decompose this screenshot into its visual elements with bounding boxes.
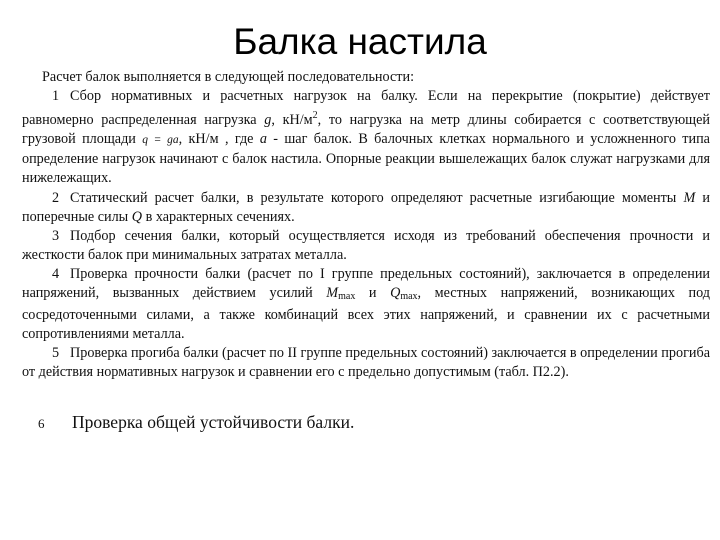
step-6-text: Проверка общей устойчивости балки. [72,412,355,432]
step-5-paragraph: 5 Проверка прогиба балки (расчет по II группе предельных состояний) заключается в определении прогиба от действия нормативных нагрузок и сравнении его с предельно допустимым (табл. П2.2). [22,345,710,381]
step-number: 2 [52,189,60,206]
slide-title: Балка настила [233,21,487,62]
subscript-max: max [338,291,356,303]
variable-Q: Q [131,208,143,225]
step-number: 4 [52,265,60,282]
variable-a: a [259,131,267,148]
variable-g: g [264,112,272,129]
step-4-paragraph: 4 Проверка прочности балки (расчет по I группе предельных состояний), заключается в определении напряжений, вызванных действием усилий $M_{max}$ и $Q_{max}$, местных напряжений, возникающих под сосредоточенными силами, а также комбинаций всех этих напряжений, и сравнении их с расчетными сопротивлениями металла. [22,265,711,343]
body-text [22,68,710,383]
step-3-paragraph: 3 Подбор сечения балки, который осуществляется исходя из требований обеспечения прочности и жесткости балок при минимальных затратах металла. [22,227,710,263]
step-2-paragraph: 2 Статический расчет балки, в результате которого определяют расчетные изгибающие моменты M и поперечные силы Q в характерных сечениях. [22,189,711,225]
step-1-paragraph: 1 Сбор нормативных и расчетных нагрузок на балку. Если на перекрытие (покрытие) действует равномерно распределенная нагрузка g, $кН/м^2$, то нагрузка на метр длины собирается с соответствующей грузовой площади q = ga, кН/м , где a - шаг балок. В балочных клетках нормального и усложненного типа определение нагрузок начинают с балок настила. Опорные реакции вышележащих балок служат нагрузками для нижележащих. [22,88,711,187]
superscript-2: 2 [312,110,318,122]
variable-Q: Q [390,285,401,302]
step-number: 6 [38,416,45,431]
step-number: 1 [52,88,60,105]
intro-paragraph: Расчет балок выполняется в следующей последовательности: [42,69,415,85]
step-number: 3 [52,227,60,244]
subscript-max: max [400,291,418,303]
formula-q-ga: q = ga [142,134,179,147]
variable-M: M [326,285,339,302]
variable-M: M [683,189,696,206]
step-6-paragraph [38,410,698,436]
step-number: 5 [52,345,60,362]
